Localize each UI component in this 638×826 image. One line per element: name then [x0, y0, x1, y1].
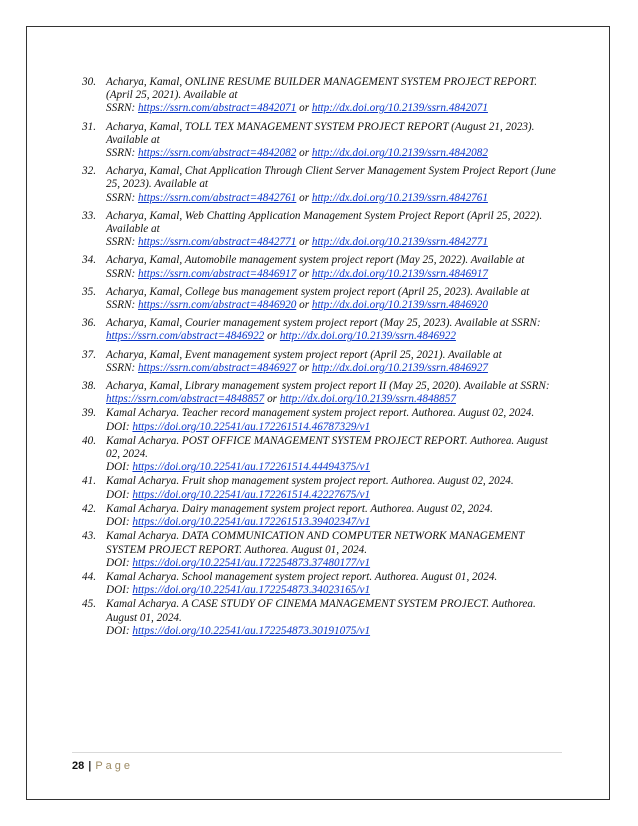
reference-number: 35. [82, 285, 96, 298]
page-footer [72, 760, 133, 772]
reference-number: 33. [82, 209, 96, 222]
reference-text: Acharya, Kamal, Library management system project report II (May 25, 2020). Available at SSRN: [106, 380, 550, 393]
doi-link[interactable]: http://dx.doi.org/10.2139/ssrn.4846922 [279, 330, 456, 343]
doi-link[interactable]: https://doi.org/10.22541/au.172261513.39402347/v1 [132, 516, 371, 529]
reference-links: DOI: https://doi.org/10.22541/au.172261514.44494375/v1 [106, 461, 371, 474]
page-number: 28 [72, 760, 85, 772]
reference-text: Acharya, Kamal, TOLL TEX MANAGEMENT SYSTEM PROJECT REPORT (August 21, 2023). Available at [106, 120, 535, 146]
reference-links: SSRN: https://ssrn.com/abstract=4842082 or http://dx.doi.org/10.2139/ssrn.4842082 [106, 147, 488, 160]
doi-link[interactable]: http://dx.doi.org/10.2139/ssrn.4842082 [311, 147, 488, 160]
doi-link[interactable]: http://dx.doi.org/10.2139/ssrn.4846920 [311, 299, 488, 312]
doi-link[interactable]: https://doi.org/10.22541/au.172254873.30191075/v1 [132, 624, 371, 637]
doi-link[interactable]: http://dx.doi.org/10.2139/ssrn.4846927 [311, 361, 488, 374]
reference-links: DOI: https://doi.org/10.22541/au.172254873.34023165/v1 [106, 584, 371, 597]
reference-links: DOI: https://doi.org/10.22541/au.172261513.39402347/v1 [106, 516, 371, 529]
reference-item [82, 254, 562, 280]
ssrn-link[interactable]: https://ssrn.com/abstract=4842761 [138, 191, 297, 204]
reference-item [82, 503, 562, 529]
doi-link[interactable]: http://dx.doi.org/10.2139/ssrn.4846917 [311, 267, 488, 280]
doi-link[interactable]: https://doi.org/10.22541/au.172261514.46787329/v1 [132, 420, 371, 433]
doi-link[interactable]: https://doi.org/10.22541/au.172261514.44494375/v1 [132, 461, 371, 474]
reference-item [82, 165, 562, 205]
page-label: Page [95, 760, 134, 772]
reference-number: 31. [82, 120, 96, 133]
reference-text: Acharya, Kamal, Courier management system project report (May 25, 2023). Available at SSRN: [106, 317, 541, 330]
reference-item [82, 407, 562, 433]
ssrn-link[interactable]: https://ssrn.com/abstract=4846922 [106, 330, 265, 343]
doi-link[interactable]: http://dx.doi.org/10.2139/ssrn.4842771 [311, 236, 488, 249]
reference-links: SSRN: https://ssrn.com/abstract=4846917 or http://dx.doi.org/10.2139/ssrn.4846917 [106, 267, 488, 280]
reference-links: SSRN: https://ssrn.com/abstract=4842071 or http://dx.doi.org/10.2139/ssrn.4842071 [106, 102, 488, 115]
doi-link[interactable]: http://dx.doi.org/10.2139/ssrn.4848857 [279, 393, 456, 406]
reference-item: 38. Acharya, Kamal, Library management system project report II (May 25, 2020). Available at SSRN: https://ssrn.com/abstract=4848857 or http://dx.doi.org/10.2139/ssrn.4848857 [82, 380, 550, 406]
reference-links: SSRN: https://ssrn.com/abstract=4842761 or http://dx.doi.org/10.2139/ssrn.4842761 [106, 191, 488, 204]
reference-links: DOI: https://doi.org/10.22541/au.172254873.37480177/v1 [106, 556, 371, 569]
reference-links: DOI: https://doi.org/10.22541/au.172254873.30191075/v1 [106, 624, 371, 637]
reference-item [82, 121, 562, 161]
reference-number: 37. [82, 348, 96, 361]
reference-text: Kamal Acharya. POST OFFICE MANAGEMENT SYSTEM PROJECT REPORT. Authorea. August 02, 2024. [106, 434, 548, 461]
reference-links: SSRN: https://ssrn.com/abstract=4846927 or http://dx.doi.org/10.2139/ssrn.4846927 [106, 361, 488, 374]
reference-number: 30. [82, 76, 96, 88]
reference-number: 42. [82, 502, 96, 515]
ssrn-link[interactable]: https://ssrn.com/abstract=4842771 [138, 236, 297, 249]
reference-item [82, 76, 562, 116]
reference-text: Acharya, Kamal, College bus management system project report (April 25, 2023). Available at [106, 285, 530, 298]
reference-list [82, 76, 562, 639]
reference-number: 34. [82, 254, 96, 267]
reference-number: 40. [82, 434, 96, 447]
reference-item [82, 435, 562, 475]
reference-number: 45. [82, 598, 96, 611]
doi-link[interactable]: http://dx.doi.org/10.2139/ssrn.4842761 [311, 191, 488, 204]
reference-text: Acharya, Kamal, Automobile management system project report (May 25, 2022). Available at [106, 254, 525, 267]
doi-link[interactable]: https://doi.org/10.22541/au.172261514.42227675/v1 [132, 488, 371, 501]
ssrn-link[interactable]: https://ssrn.com/abstract=4846927 [138, 361, 297, 374]
reference-item [82, 475, 562, 501]
reference-text: Acharya, Kamal, ONLINE RESUME BUILDER MANAGEMENT SYSTEM PROJECT REPORT. (April 25, 2021). Available at [106, 76, 538, 102]
reference-text: Kamal Acharya. Dairy management system project report. Authorea. August 02, 2024. [106, 502, 493, 515]
ssrn-link[interactable]: https://ssrn.com/abstract=4842082 [138, 147, 297, 160]
doi-link[interactable]: https://doi.org/10.22541/au.172254873.37480177/v1 [132, 556, 371, 569]
reference-number: 38. [82, 380, 96, 393]
reference-item [82, 530, 562, 570]
doi-link[interactable]: http://dx.doi.org/10.2139/ssrn.4842071 [311, 102, 488, 115]
ssrn-link[interactable]: https://ssrn.com/abstract=4842071 [138, 102, 297, 115]
ssrn-link[interactable]: https://ssrn.com/abstract=4846917 [138, 267, 297, 280]
reference-text: Kamal Acharya. DATA COMMUNICATION AND COMPUTER NETWORK MANAGEMENT SYSTEM PROJECT REPORT. Authorea. August 01, 2024. [106, 530, 525, 556]
reference-links: DOI: https://doi.org/10.22541/au.172261514.46787329/v1 [106, 420, 371, 433]
reference-text: Kamal Acharya. Teacher record management system project report. Authorea. August 02, 2024. [106, 407, 535, 420]
reference-links: DOI: https://doi.org/10.22541/au.172261514.42227675/v1 [106, 488, 371, 501]
reference-links: SSRN: https://ssrn.com/abstract=4842771 or http://dx.doi.org/10.2139/ssrn.4842771 [106, 236, 488, 249]
footer-separator: | [88, 760, 92, 772]
reference-item [82, 598, 562, 638]
reference-text: Acharya, Kamal, Event management system project report (April 25, 2021). Available at [106, 348, 502, 361]
doi-link[interactable]: https://doi.org/10.22541/au.172254873.34023165/v1 [132, 584, 371, 597]
reference-text: Kamal Acharya. School management system project report. Authorea. August 01, 2024. [106, 570, 498, 583]
reference-number: 44. [82, 570, 96, 583]
reference-item [82, 210, 562, 250]
reference-number: 43. [82, 530, 96, 543]
reference-item: 36. Acharya, Kamal, Courier management system project report (May 25, 2023). Available at SSRN: https://ssrn.com/abstract=4846922 or http://dx.doi.org/10.2139/ssrn.4846922 [82, 317, 541, 343]
reference-item [82, 349, 562, 375]
reference-text: Acharya, Kamal, Web Chatting Application Management System Project Report (April 25, 2022). Available at [106, 209, 543, 236]
reference-item [82, 571, 562, 597]
footer-divider [72, 752, 562, 753]
reference-number: 36. [82, 317, 96, 330]
reference-text: Kamal Acharya. Fruit shop management system project report. Authorea. August 02, 2024. [106, 475, 514, 488]
ssrn-link[interactable]: https://ssrn.com/abstract=4848857 [106, 393, 265, 406]
reference-number: 41. [82, 475, 96, 488]
reference-text: Acharya, Kamal, Chat Application Through Client Server Management System Project Report (June 25, 2023). Available at [106, 165, 556, 191]
reference-item [82, 286, 562, 312]
ssrn-link[interactable]: https://ssrn.com/abstract=4846920 [138, 299, 297, 312]
reference-links: SSRN: https://ssrn.com/abstract=4846920 or http://dx.doi.org/10.2139/ssrn.4846920 [106, 299, 488, 312]
reference-number: 39. [82, 407, 96, 420]
reference-number: 32. [82, 165, 96, 178]
reference-text: Kamal Acharya. A CASE STUDY OF CINEMA MANAGEMENT SYSTEM PROJECT. Authorea. August 01, 2024. [106, 598, 536, 624]
